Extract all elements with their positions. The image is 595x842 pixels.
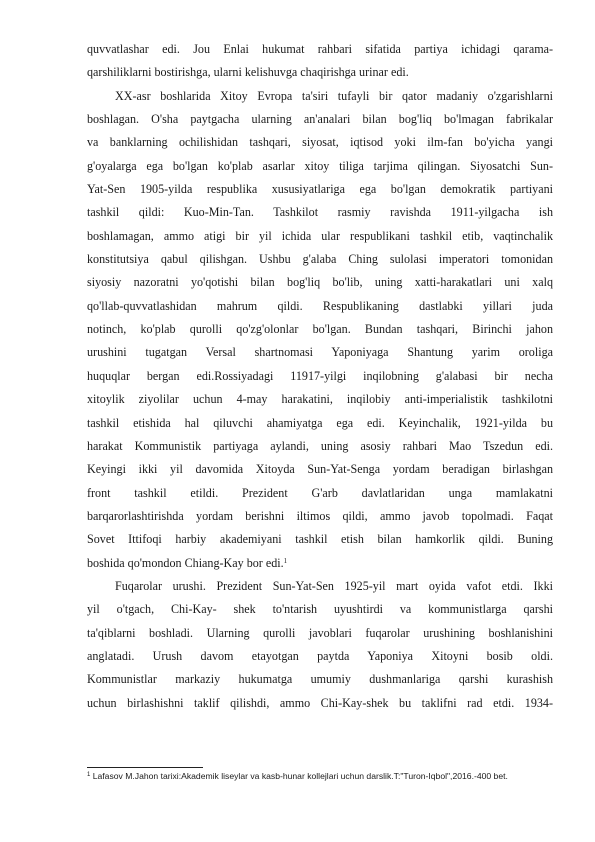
text-line: barqarorlashtirishda yordam berishni iltimos qildi, ammo javob topolmadi. Faqat: [87, 508, 553, 523]
text-line: XX-asr boshlarida Xitoy Evropa ta'siri tufayli bir qator madaniy o'zgarishlarni: [115, 88, 553, 103]
text-line: qo'llab-quvvatlashidan mahrum qildi. Respublikaning dastlabki yillari juda: [87, 298, 553, 313]
text-line: boshlagan. O'sha paytgacha ularning an'analari bilan bog'liq bo'lmagan fabrikalar: [87, 112, 553, 127]
footnote-marker: 1: [87, 772, 91, 778]
text-line: [87, 552, 553, 575]
footnote-divider: [87, 767, 203, 768]
text-line-content: boshida qo'mondon Chiang-Kay bor edi.: [87, 555, 284, 570]
footnote-reference[interactable]: 1: [283, 556, 288, 565]
text-line: Keyingi ikki yil davomida Xitoyda Sun-Yat-Senga yordam beradigan birlashgan: [87, 462, 553, 477]
text-line: urushini tugatgan Versal shartnomasi Yaponiyaga Shantung yarim oroliga: [87, 345, 553, 360]
text-line: ta'qiblarni boshladi. Ularning qurolli javoblari fuqarolar urushining boshlanishini: [87, 625, 553, 640]
footnote-text: Lafasov M.Jahon tarixi:Akademik liseylar va kasb-hunar kollejlari uchun darslik.T:"Turon-Iqbol",2016.-400 bet.: [92, 771, 508, 781]
text-line: yil o'tgach, Chi-Kay- shek to'ntarish uyushtirdi va kommunistlarga qarshi: [87, 602, 553, 617]
text-line: huquqlar bergan edi.Rossiyadagi 11917-yilgi inqilobning g'alabasi bir necha: [87, 368, 553, 383]
text-line: Fuqarolar urushi. Prezident Sun-Yat-Sen 1925-yil mart oyida vafot etdi. Ikki: [115, 578, 553, 593]
paragraph-2: [87, 85, 553, 575]
text-line: qarshiliklarni bostirishga, ularni kelishuvga chaqirishga urinar edi.: [87, 65, 409, 80]
text-line: quvvatlashar edi. Jou Enlai hukumat rahbari sifatida partiya ichidagi qarama-: [87, 42, 553, 56]
text-line: notinch, ko'plab qurolli qo'zg'olonlar bo'lgan. Bundan tashqari, Birinchi jahon: [87, 322, 553, 337]
text-line: siyosiy nazoratni yo'qotishi bilan bog'liq bo'lib, uning xatti-harakatlari uni xalq: [87, 275, 553, 290]
text-line: xitoylik ziyolilar uchun 4-may harakatini, inqilobiy anti-imperialistik tashkilotni: [87, 392, 553, 407]
paragraph-1: [87, 38, 553, 85]
document-body: [87, 38, 553, 715]
text-line: tashkil qildi: Kuo-Min-Tan. Tashkilot rasmiy ravishda 1911-yilgacha ish: [87, 205, 553, 220]
text-line: Sovet Ittifoqi harbiy akademiyani tashkil etish bilan hamkorlik qildi. Buning: [87, 532, 553, 547]
text-line: tashkil etishida hal qiluvchi ahamiyatga ega edi. Keyinchalik, 1921-yilda bu: [87, 415, 553, 430]
text-line: konstitutsiya qabul qilishgan. Ushbu g'alaba Ching sulolasi imperatori tomonidan: [87, 252, 553, 267]
text-line: g'oyalarga ega bo'lgan ko'plab asarlar xitoy tiliga tarjima qilingan. Siyosatchi Sun-: [87, 158, 553, 173]
text-line: va banklarning ochilishidan tashqari, siyosat, iqtisod yoki ilm-fan bo'yicha yangi: [87, 135, 553, 150]
footnote: [87, 771, 557, 782]
text-line: boshlamagan, ammo atigi bir yil ichida ular respublikani tashkil etib, vaqtinchalik: [87, 228, 553, 243]
text-line: anglatadi. Urush davom etayotgan paytda Yaponiya Xitoyni bosib oldi.: [87, 648, 553, 663]
text-line: Yat-Sen 1905-yilda respublika xususiyatlariga ega bo'lgan demokratik partiyani: [87, 182, 553, 197]
text-line: Kommunistlar markaziy hukumatga umumiy dushmanlariga qarshi kurashish: [87, 672, 553, 687]
paragraph-3: [87, 575, 553, 715]
text-line: uchun birlashishni taklif qilishdi, ammo Chi-Kay-shek bu taklifni rad etdi. 1934-: [87, 695, 553, 710]
text-line: harakat Kommunistik partiyaga aylandi, uning asosiy rahbari Mao Tszedun edi.: [87, 438, 553, 453]
text-line: front tashkil etildi. Prezident G'arb davlatlaridan unga mamlakatni: [87, 485, 553, 500]
